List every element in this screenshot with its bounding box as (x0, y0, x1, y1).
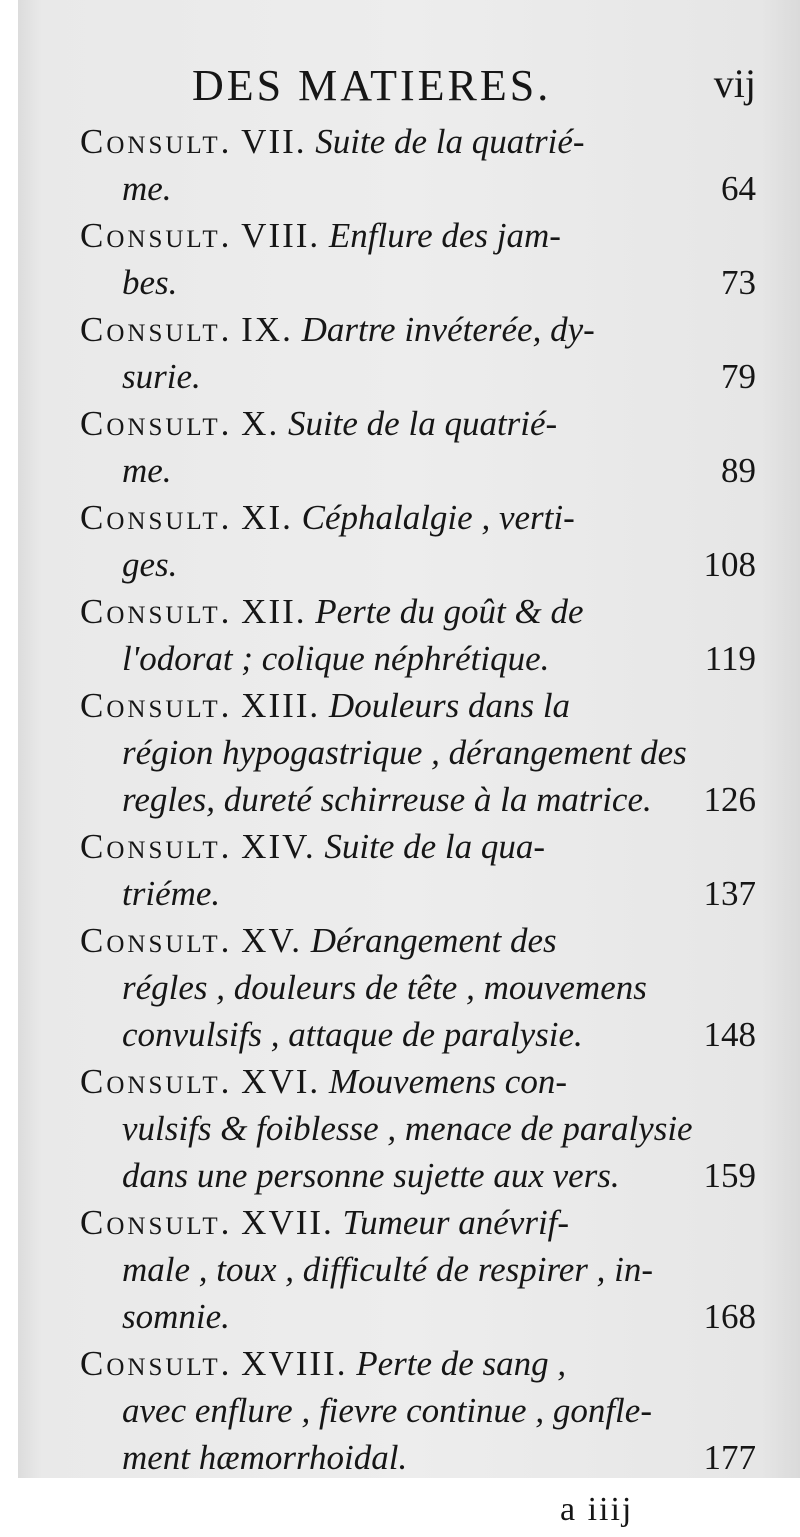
entry-line (80, 1293, 760, 1340)
entry-label: Consult. (80, 921, 233, 960)
entry-topic: Enflure des jam- (328, 216, 561, 255)
entry-topic: Perte du goût & de (315, 592, 584, 631)
entry-topic: regles, dureté schirreuse à la matrice. (122, 780, 652, 819)
entry-label: Consult. (80, 216, 233, 255)
entry-number: VIII. (241, 216, 321, 255)
entry-number: XVIII. (241, 1344, 348, 1383)
entry-label: Consult. (80, 1203, 233, 1242)
entry-topic: régles , douleurs de tête , mouvemens (122, 968, 647, 1007)
entry-page-number: 168 (703, 1297, 756, 1336)
book-page (18, 0, 800, 1528)
entry-line (80, 823, 760, 870)
consultation-entry (80, 400, 760, 494)
entry-page-number: 64 (721, 169, 756, 208)
entry-topic: triéme. (122, 874, 221, 913)
entry-topic: ment hæmorrhoidal. (122, 1438, 408, 1477)
entry-topic: ges. (122, 545, 178, 584)
consultation-entry (80, 1199, 760, 1340)
consultation-entry (80, 1340, 760, 1481)
entry-page-number: 148 (703, 1015, 756, 1054)
entry-page-number: 89 (721, 451, 756, 490)
entry-topic: l'odorat ; colique néphrétique. (122, 639, 550, 678)
entry-topic: Dartre invéterée, dy- (301, 310, 595, 349)
signature-mark: a iiij (560, 1491, 634, 1528)
entry-number: IX. (241, 310, 293, 349)
entry-page-number: 119 (704, 639, 756, 678)
entry-label: Consult. (80, 1344, 233, 1383)
entry-line (80, 306, 760, 353)
entry-line (80, 1246, 760, 1293)
entry-line (80, 964, 760, 1011)
entry-line (80, 1434, 760, 1481)
consultation-entry (80, 823, 760, 917)
entry-topic: Mouvemens con- (328, 1062, 567, 1101)
consultation-entry (80, 118, 760, 212)
entry-topic: bes. (122, 263, 178, 302)
entry-label: Consult. (80, 404, 233, 443)
entry-topic: Suite de la quatrié- (315, 122, 585, 161)
entry-number: XI. (241, 498, 293, 537)
entry-number: VII. (241, 122, 307, 161)
entry-line (80, 588, 760, 635)
table-of-contents (80, 58, 760, 1537)
entry-line (80, 494, 760, 541)
entry-label: Consult. (80, 592, 233, 631)
consultation-entry (80, 494, 760, 588)
entry-topic: surie. (122, 357, 201, 396)
entry-line (80, 682, 760, 729)
entry-topic: avec enflure , fievre continue , gonfle- (122, 1391, 652, 1430)
entry-line (80, 1105, 760, 1152)
entry-line (80, 400, 760, 447)
entry-line (80, 1152, 760, 1199)
entry-number: XVII. (241, 1203, 334, 1242)
entry-page-number: 126 (703, 780, 756, 819)
entry-topic: me. (122, 451, 172, 490)
entry-number: XIII. (241, 686, 321, 725)
entry-line (80, 1340, 760, 1387)
entry-line (80, 1011, 760, 1058)
entry-topic: Perte de sang , (356, 1344, 567, 1383)
consultation-entry (80, 212, 760, 306)
entry-label: Consult. (80, 686, 233, 725)
entry-page-number: 137 (703, 874, 756, 913)
entry-topic: me. (122, 169, 172, 208)
entry-line (80, 1058, 760, 1105)
entry-number: XIV. (241, 827, 316, 866)
entry-line (80, 917, 760, 964)
entry-line (80, 259, 760, 306)
entry-number: X. (241, 404, 280, 443)
entry-topic: Suite de la qua- (324, 827, 546, 866)
entry-topic: vulsifs & foiblesse , menace de paralysie (122, 1109, 693, 1148)
entry-line (80, 541, 760, 588)
entry-topic: Tumeur anévrif- (342, 1203, 570, 1242)
entry-page-number: 73 (721, 263, 756, 302)
entry-label: Consult. (80, 1062, 233, 1101)
entry-line (80, 870, 760, 917)
entry-page-number: 159 (703, 1156, 756, 1195)
entry-topic: somnie. (122, 1297, 230, 1336)
consultation-entry (80, 588, 760, 682)
consultation-entry (80, 917, 760, 1058)
entry-topic: Suite de la quatrié- (287, 404, 558, 443)
entry-topic: convulsifs , attaque de paralysie. (122, 1015, 583, 1054)
entry-label: Consult. (80, 122, 233, 161)
consultation-entry (80, 1058, 760, 1199)
entry-line (80, 118, 760, 165)
entry-number: XVI. (241, 1062, 321, 1101)
page-footer (80, 1487, 760, 1537)
entry-line (80, 776, 760, 823)
entry-line (80, 212, 760, 259)
entry-number: XII. (241, 592, 307, 631)
entry-topic: Céphalalgie , verti- (301, 498, 575, 537)
entry-line (80, 353, 760, 400)
page-header (80, 58, 760, 118)
consultation-entry (80, 306, 760, 400)
entry-label: Consult. (80, 498, 233, 537)
entry-page-number: 79 (721, 357, 756, 396)
entry-label: Consult. (80, 310, 233, 349)
running-title: DES MATIERES. (192, 61, 552, 110)
entry-line (80, 1387, 760, 1434)
entry-topic: male , toux , difficulté de respirer , in- (122, 1250, 654, 1289)
entry-topic: région hypogastrique , dérangement des (122, 733, 687, 772)
entry-topic: dans une personne sujette aux vers. (122, 1156, 620, 1195)
entry-page-number: 108 (703, 545, 756, 584)
entry-line (80, 635, 760, 682)
entry-line (80, 1199, 760, 1246)
entry-page-number: 177 (703, 1438, 756, 1477)
entry-line (80, 447, 760, 494)
entry-topic: Dérangement des (310, 921, 557, 960)
entry-label: Consult. (80, 827, 233, 866)
entry-list (80, 118, 760, 1481)
entry-topic: Douleurs dans la (328, 686, 571, 725)
page-folio: vij (713, 61, 756, 106)
entry-number: XV. (241, 921, 302, 960)
consultation-entry (80, 682, 760, 823)
entry-line (80, 165, 760, 212)
entry-line (80, 729, 760, 776)
